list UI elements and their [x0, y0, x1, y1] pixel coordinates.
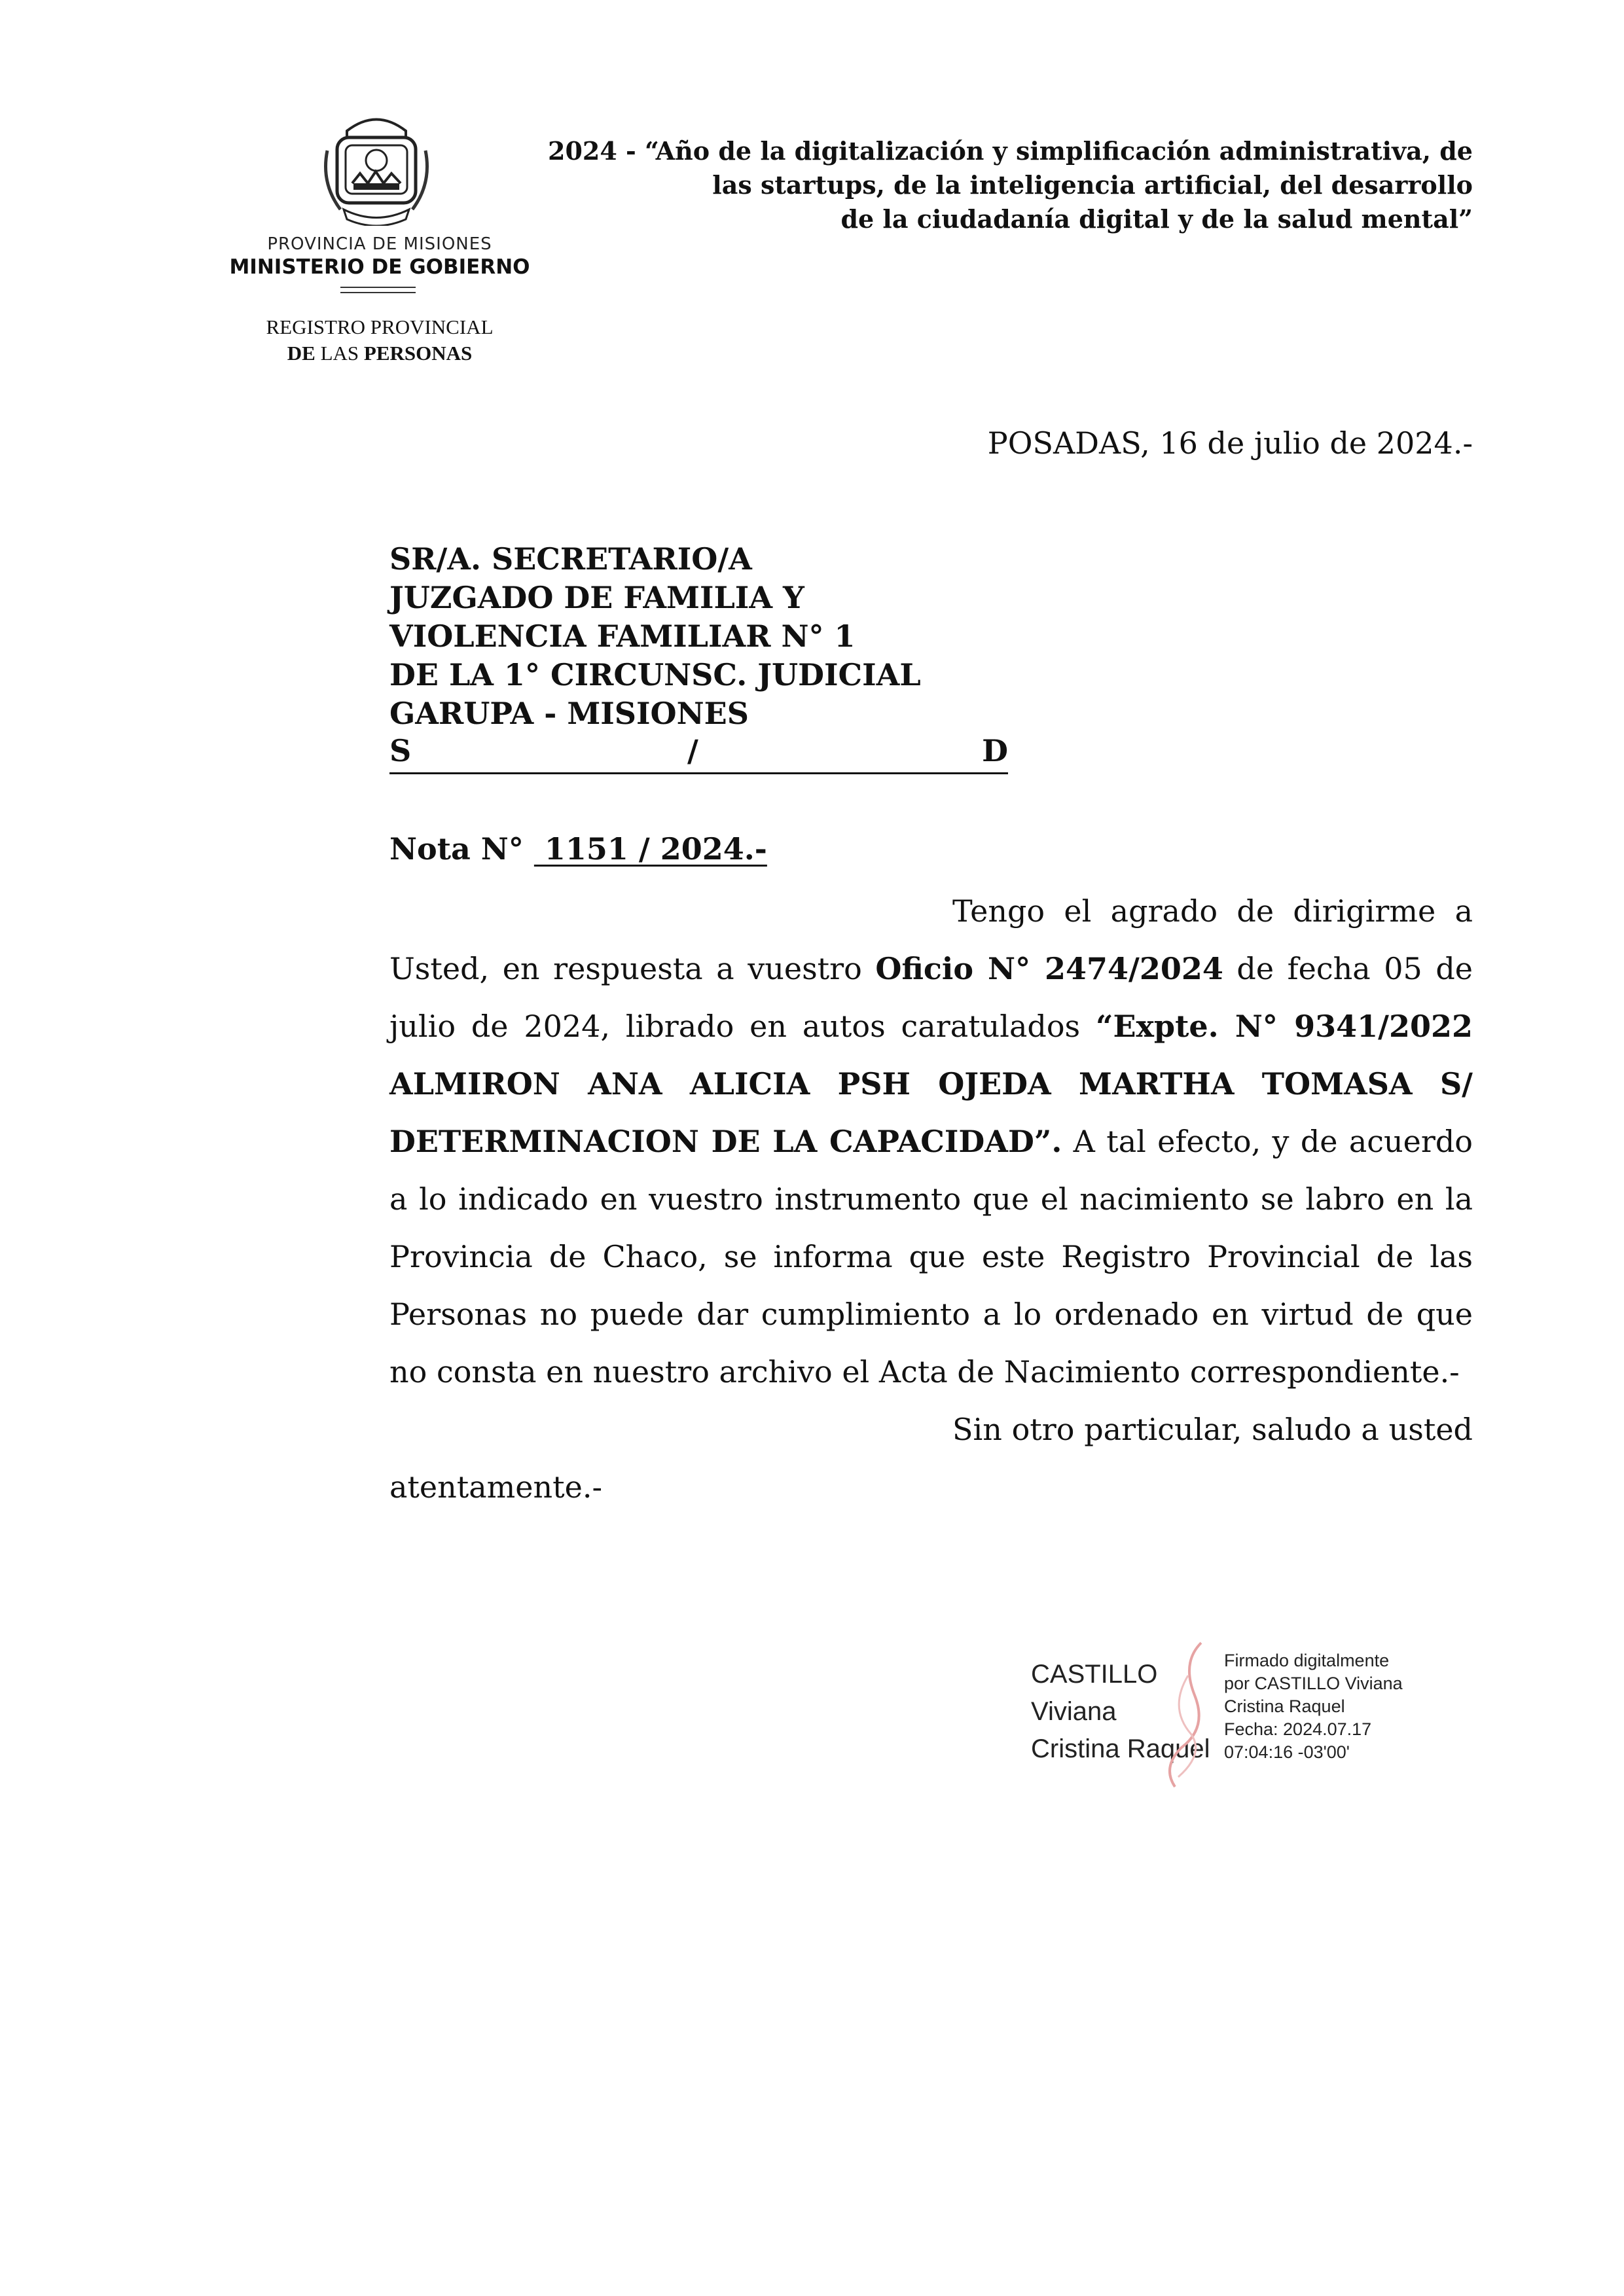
registry-name-line1: REGISTRO PROVINCIAL [266, 315, 494, 338]
registry-word-personas: PERSONAS [363, 342, 473, 365]
document-date: POSADAS, 16 de julio de 2024.- [987, 425, 1473, 461]
stamp-line: Firmado digitalmente [1224, 1651, 1390, 1670]
year-motto [504, 134, 1473, 236]
body-text: de fecha 05 de julio de 2024, librado en autos caratulados [389, 951, 1473, 1044]
body-text: Tengo el agrado de dirigirme a Usted, en respuesta a vuestro [389, 893, 1473, 986]
stamp-line: Cristina Raquel [1224, 1696, 1345, 1716]
digital-signature-stamp [1224, 1649, 1403, 1764]
addressee-line: VIOLENCIA FAMILIAR N° 1 [389, 619, 856, 654]
addressee-line: GARUPA - MISIONES [389, 696, 749, 731]
motto-line: de la ciudadanía digital y de la salud mental” [840, 204, 1473, 234]
stamp-line: 07:04:16 -03'00' [1224, 1742, 1350, 1762]
addressee-line: DE LA 1° CIRCUNSC. JUDICIAL [389, 657, 921, 692]
ministry-name: MINISTERIO DE GOBIERNO [229, 255, 530, 279]
province-crest-logo [321, 111, 432, 226]
stamp-line: por CASTILLO Viviana [1224, 1674, 1403, 1693]
sd-s: S [389, 733, 412, 768]
addressee-line: JUZGADO DE FAMILIA Y [389, 580, 804, 615]
signer-name-line: CASTILLO [1031, 1660, 1158, 1689]
sd-d: D [982, 733, 1008, 768]
addressee-line: SR/A. SECRETARIO/A [389, 541, 752, 577]
addressee-block [389, 540, 921, 733]
note-number-value: 1151 / 2024.- [533, 831, 767, 867]
registry-name-line2 [216, 342, 543, 365]
stamp-line: Fecha: 2024.07.17 [1224, 1719, 1372, 1739]
letter-body [389, 882, 1473, 1516]
digital-signature-mark [1142, 1636, 1221, 1793]
motto-line: las startups, de la inteligencia artificial, del desarrollo [712, 170, 1473, 200]
signer-name-line: Cristina Raquel [1031, 1734, 1210, 1763]
oficio-reference: Oficio N° 2474/2024 [875, 951, 1223, 986]
signer-name-line: Viviana [1031, 1697, 1117, 1726]
body-text: A tal efecto, y de acuerdo a lo indicado en vuestro instrumento que el nacimiento se labro en la Provincia de Chaco, se informa que este Registro Provincial de las Personas no puede dar cumplimiento a lo ordenado en virtud de que no consta en nuestro archivo el Acta de Nacimiento correspondiente.- [389, 1124, 1473, 1390]
case-reference: “Expte. N° 9341/2022 ALMIRON ANA ALICIA PSH OJEDA MARTHA TOMASA S/ DETERMINACION DE LA CAPACIDAD”. [389, 1009, 1473, 1159]
sd-slash: / [687, 733, 698, 768]
province-name: PROVINCIA DE MISIONES [267, 234, 492, 254]
su-despacho-line [389, 733, 1008, 774]
note-number [389, 831, 767, 867]
note-label: Nota N° [389, 831, 524, 867]
body-paragraph [389, 882, 1473, 1401]
closing-paragraph: Sin otro particular, saludo a usted atentamente.- [389, 1412, 1473, 1505]
letterhead-divider [340, 292, 416, 293]
registry-word-las: LAS [320, 342, 359, 365]
letterhead-divider [340, 287, 416, 288]
motto-line: 2024 - “Año de la digitalización y simplificación administrativa, de [548, 136, 1473, 166]
registry-word-de: DE [287, 342, 316, 365]
